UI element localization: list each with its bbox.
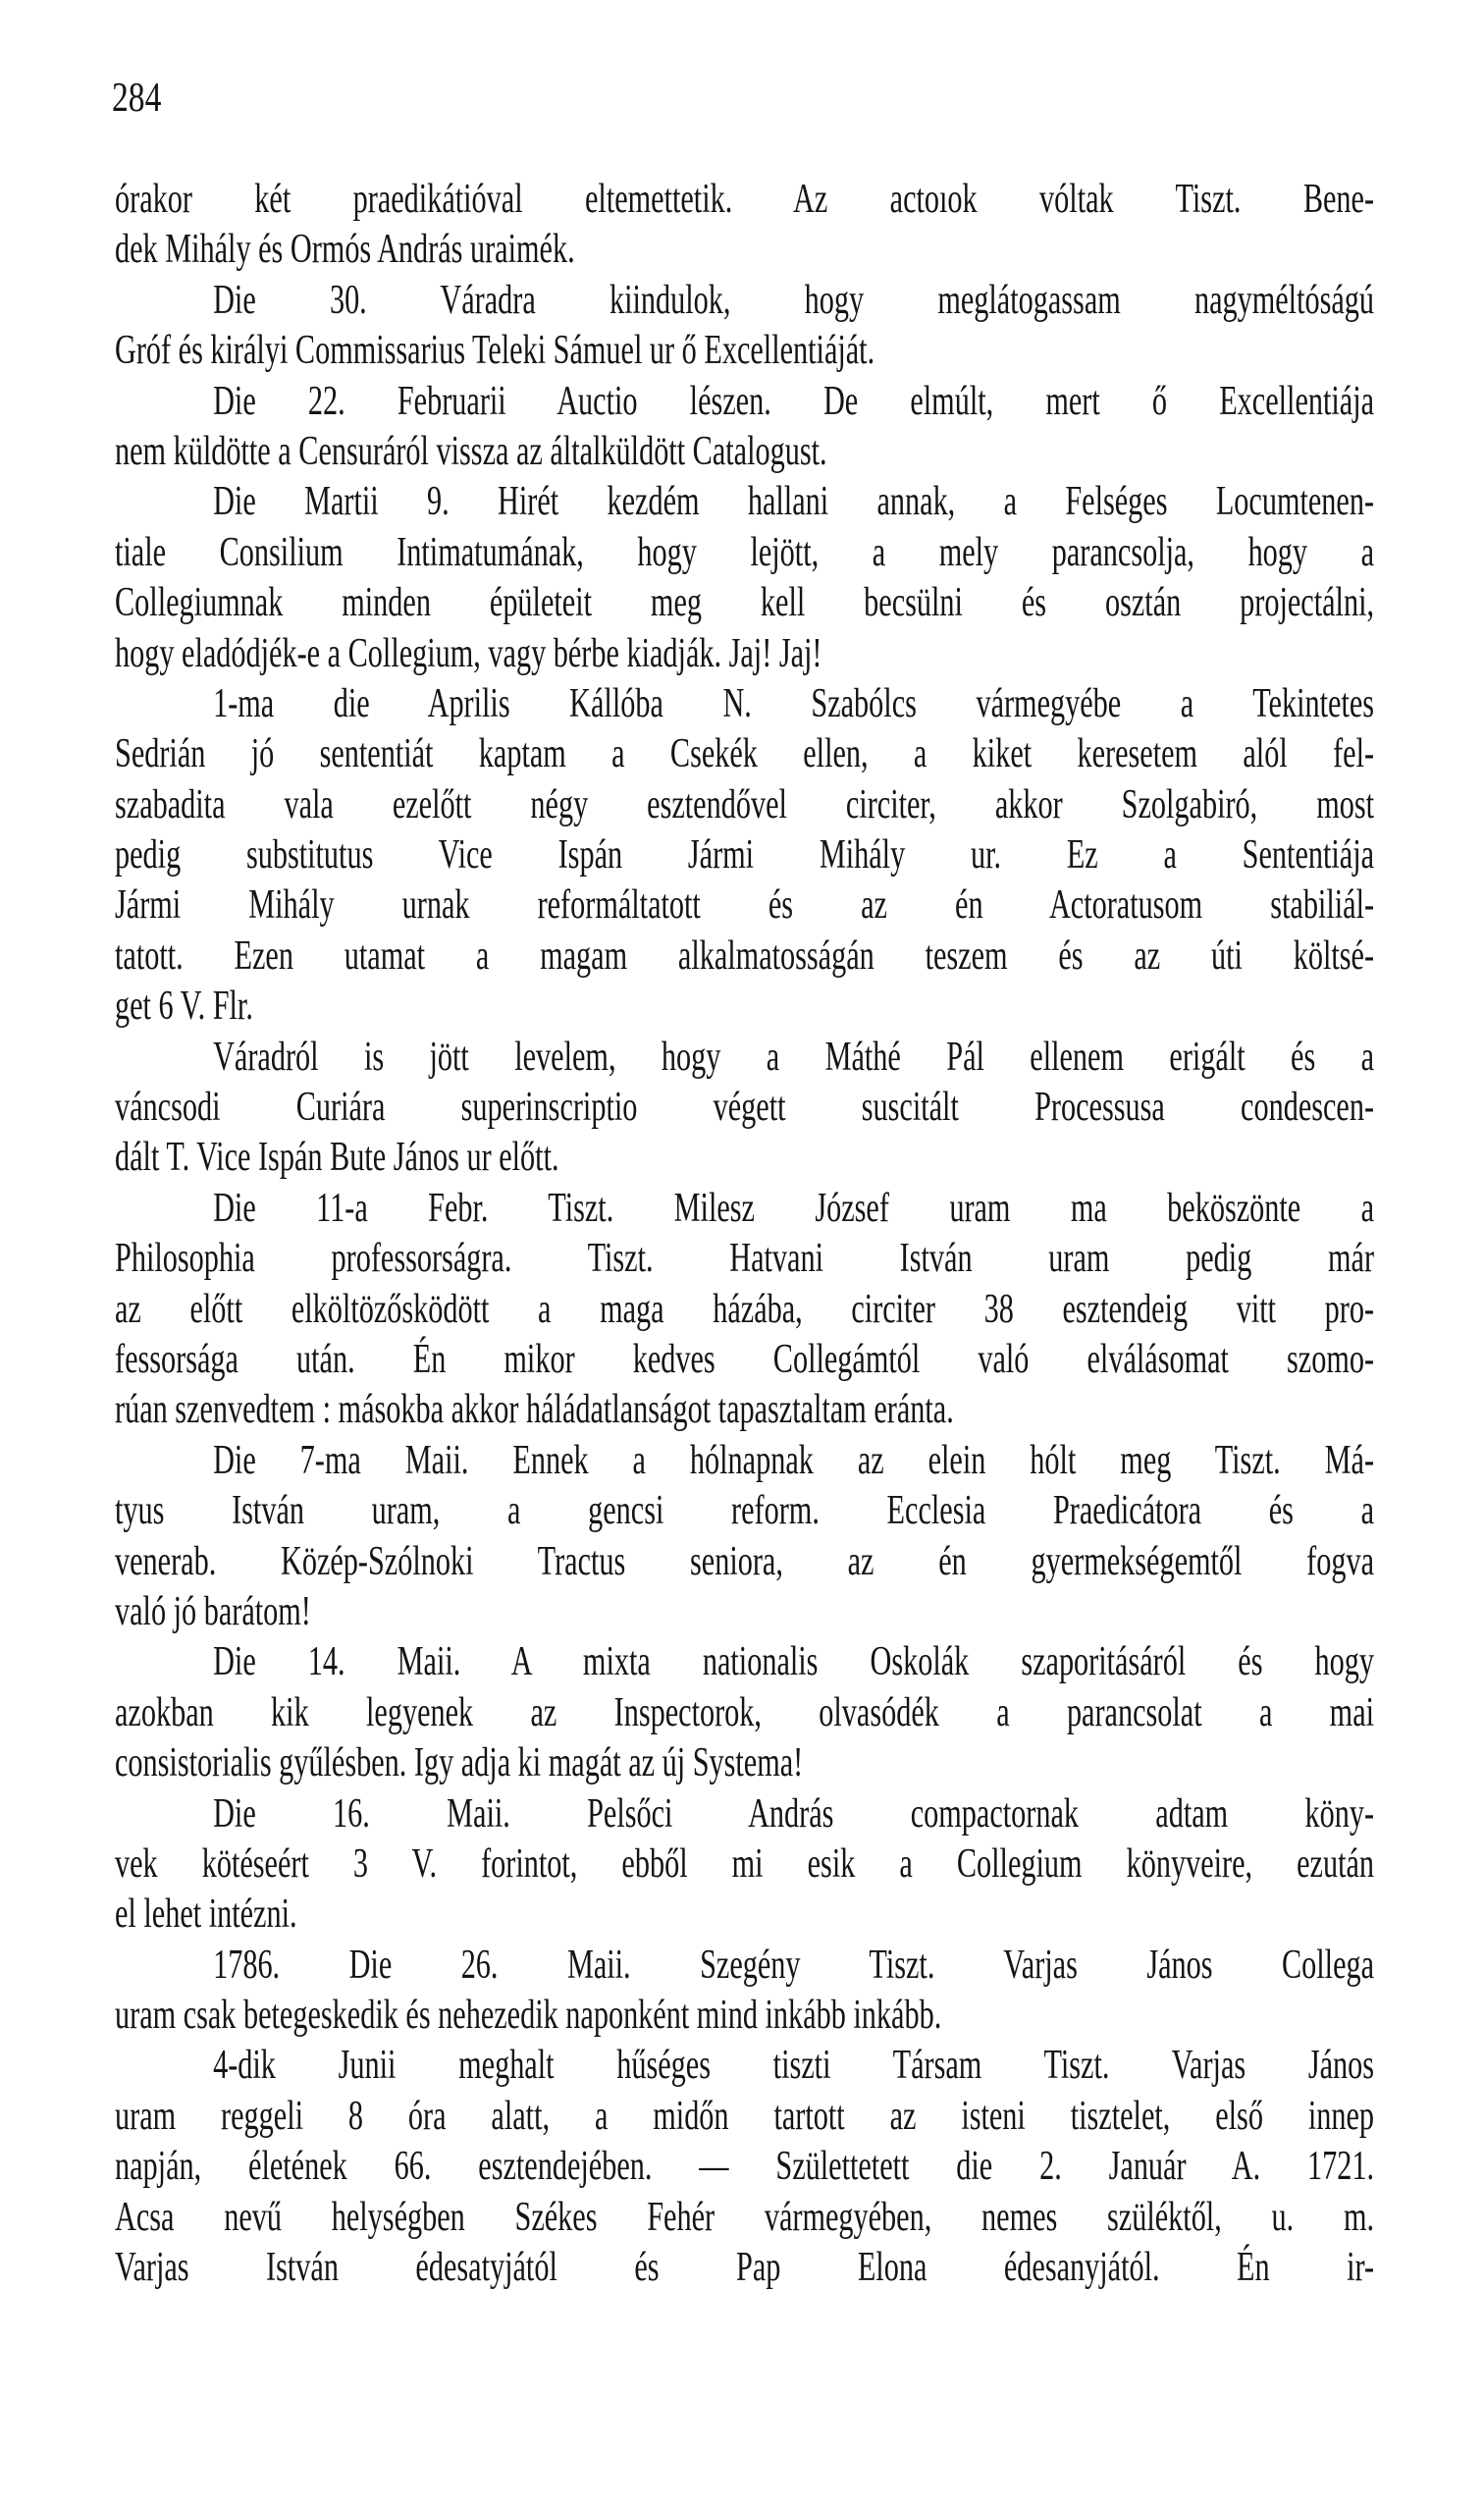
- text-line: való jó barátom!: [115, 1588, 311, 1634]
- text-line: Die 11-a Febr. Tiszt. Milesz József uram ma beköszönte a: [213, 1185, 1375, 1231]
- text-line: hogy eladódjék-e a Collegium, vagy bérbe kiadják. Jaj! Jaj!: [115, 630, 822, 676]
- text-line: venerab. Közép-Szólnoki Tractus seniora, az én gyermekségemtől fogva: [115, 1538, 1375, 1584]
- text-line: Váradról is jött levelem, hogy a Máthé Pál ellenem erigált és a: [213, 1034, 1375, 1080]
- text-line: tyus István uram, a gencsi reform. Ecclesia Praedicátora és a: [115, 1488, 1375, 1534]
- text-line: get 6 V. Flr.: [115, 984, 253, 1030]
- text-line: tatott. Ezen utamat a magam alkalmatosságán teszem és az úti költsé-: [115, 932, 1375, 979]
- text-line: 1786. Die 26. Maii. Szegény Tiszt. Varjas János Collega: [213, 1942, 1375, 1988]
- text-line: uram reggeli 8 óra alatt, a midőn tartott az isteni tisztelet, első innep: [115, 2093, 1375, 2139]
- paragraph: [115, 2041, 1374, 2293]
- paragraph: [115, 377, 1374, 478]
- text-line: Die 7-ma Maii. Ennek a hólnapnak az elein hólt meg Tiszt. Má-: [213, 1437, 1375, 1483]
- text-line: szabadita vala ezelőtt négy esztendővel circiter, akkor Szolgabiró, most: [115, 781, 1375, 827]
- text-line: azokban kik legyenek az Inspectorok, olvasódék a parancsolat a mai: [115, 1689, 1375, 1735]
- paragraph: [115, 679, 1374, 1033]
- paragraph: [115, 1033, 1374, 1184]
- text-line: 1-ma die Aprilis Kállóba N. Szabólcs vármegyébe a Tekintetes: [213, 680, 1375, 726]
- paragraph: [115, 1637, 1374, 1788]
- text-line: Gróf és királyi Commissarius Teleki Sámuel ur ő Excellentiáját.: [115, 328, 875, 374]
- paragraph: [115, 1184, 1374, 1436]
- text-line: Collegiumnak minden épületeit meg kell becsülni és osztán projectálni,: [115, 580, 1375, 626]
- text-line: Acsa nevű helységben Székes Fehér vármegyében, nemes szüléktől, u. m.: [115, 2194, 1375, 2240]
- paragraph: [115, 276, 1374, 377]
- text-line: Die 16. Maii. Pelsőci András compactornak adtam köny-: [213, 1790, 1375, 1837]
- paragraph: [115, 175, 1374, 276]
- text-line: Jármi Mihály urnak reformáltatott és az én Actoratusom stabiliál-: [115, 882, 1375, 929]
- text-line: tiale Consilium Intimatumának, hogy lejött, a mely parancsolja, hogy a: [115, 529, 1375, 575]
- text-line: rúan szenvedtem : másokba akkor háládatlanságot tapasztaltam eránta.: [115, 1387, 954, 1433]
- text-line: 4-dik Junii meghalt hűséges tiszti Társam Tiszt. Varjas János: [213, 2043, 1375, 2089]
- text-line: fessorsága után. Én mikor kedves Collegámtól való elválásomat szomo-: [115, 1336, 1375, 1382]
- text-line: dált T. Vice Ispán Bute János ur előtt.: [115, 1135, 559, 1181]
- text-line: Philosophia professorságra. Tiszt. Hatvani István uram pedig már: [115, 1236, 1375, 1282]
- text-line: Die 22. Februarii Auctio lészen. De elmúlt, mert ő Excellentiája: [213, 378, 1375, 424]
- text-line: vek kötéseért 3 V. forintot, ebből mi esik a Collegium könyveire, ezután: [115, 1840, 1375, 1887]
- text-line: dek Mihály és Ormós András uraimék.: [115, 227, 575, 273]
- text-line: órakor két praedikátióval eltemettetik. Az actoıok vóltak Tiszt. Bene-: [115, 177, 1375, 222]
- text-line: napján, életének 66. esztendejében. — Születtetett die 2. Január A. 1721.: [115, 2144, 1375, 2190]
- paragraph: [115, 1436, 1374, 1638]
- text-line: váncsodi Curiára superinscriptio végett suscitált Processusa condescen-: [115, 1085, 1375, 1131]
- page-number: 284: [112, 76, 162, 121]
- text-line: Die 14. Maii. A mixta nationalis Oskolák szaporitásáról és hogy: [213, 1639, 1375, 1685]
- text-line: pedig substitutus Vice Ispán Jármi Mihály ur. Ez a Sententiája: [115, 832, 1375, 879]
- text-line: nem küldötte a Censuráról vissza az általküldött Catalogust.: [115, 428, 827, 474]
- text-line: el lehet intézni.: [115, 1891, 297, 1938]
- text-line: Varjas István édesatyjától és Pap Elona édesanyjától. Én ir-: [115, 2245, 1375, 2291]
- text-line: Die 30. Váradra kiindulok, hogy meglátogassam nagyméltóságú: [213, 277, 1375, 323]
- text-line: uram csak betegeskedik és nehezedik naponként mind inkább inkább.: [115, 1993, 942, 2039]
- paragraph: [115, 1941, 1374, 2042]
- body-text: [115, 175, 1374, 2293]
- text-line: consistorialis gyűlésben. Igy adja ki magát az új Systema!: [115, 1740, 804, 1786]
- text-line: az előtt elköltözősködött a maga házába, circiter 38 esztendeig vitt pro-: [115, 1286, 1375, 1332]
- text-line: Die Martii 9. Hirét kezdém hallani annak, a Felséges Locumtenen-: [213, 479, 1375, 525]
- text-line: Sedrián jó sententiát kaptam a Csekék ellen, a kiket keresetem alól fel-: [115, 731, 1375, 777]
- paragraph: [115, 1789, 1374, 1941]
- paragraph: [115, 477, 1374, 679]
